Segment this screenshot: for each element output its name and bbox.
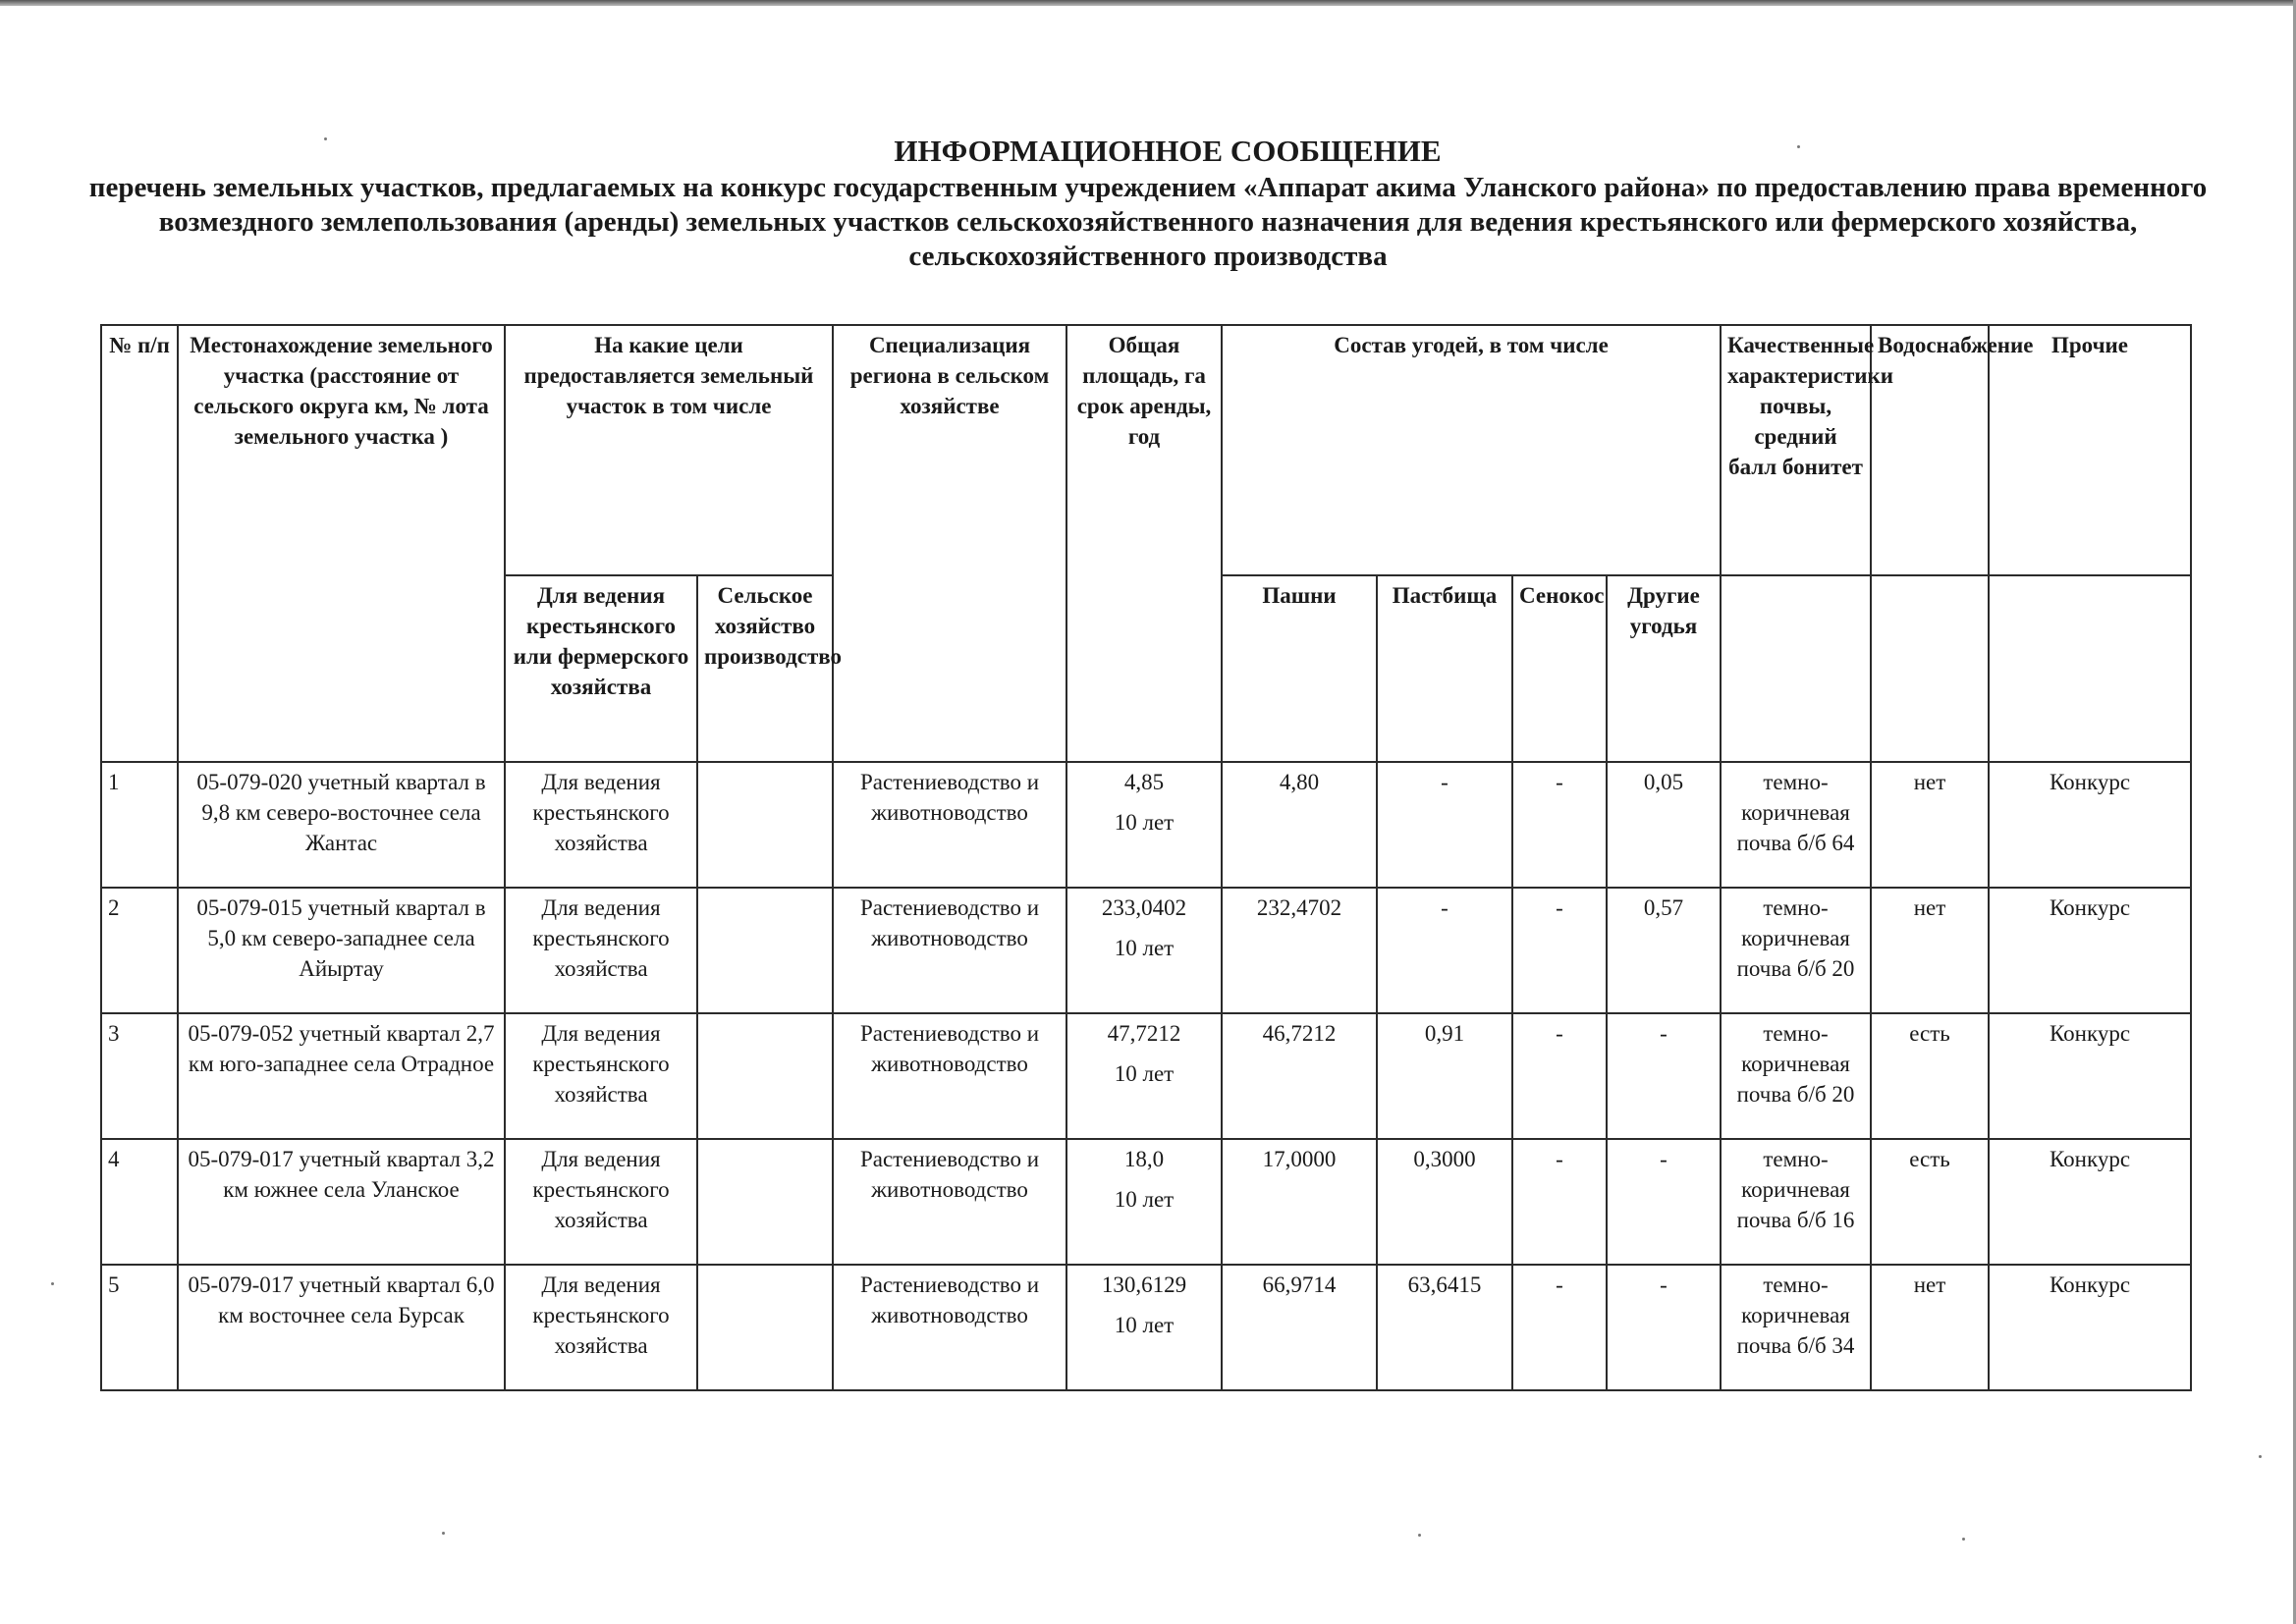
cell-location: 05-079-020 учетный квартал в 9,8 км северо-восточнее села Жантас [178, 762, 505, 888]
cell-hay: - [1512, 1013, 1607, 1139]
table-row [101, 762, 2191, 888]
cell-quality: темно-коричневая почва б/б 20 [1721, 888, 1871, 1013]
cell-hay: - [1512, 1265, 1607, 1390]
header-arable: Пашни [1222, 575, 1377, 762]
cell-purpose-agri [697, 1265, 833, 1390]
scan-speck [51, 1282, 54, 1285]
cell-other: - [1607, 1265, 1721, 1390]
scan-speck [1418, 1534, 1421, 1537]
area-value: 18,0 [1123, 1147, 1165, 1171]
header-specialization: Специализация региона в сельском хозяйстве [833, 325, 1066, 762]
header-area: Общая площадь, га срок аренды, год [1066, 325, 1222, 762]
table-row [101, 1139, 2191, 1265]
cell-num: 2 [101, 888, 178, 1013]
cell-purpose-agri [697, 1139, 833, 1265]
cell-purpose-farm: Для ведения крестьянского хозяйства [505, 888, 697, 1013]
cell-area [1066, 1265, 1222, 1390]
cell-arable: 17,0000 [1222, 1139, 1377, 1265]
cell-quality: темно-коричневая почва б/б 20 [1721, 1013, 1871, 1139]
cell-other: 0,05 [1607, 762, 1721, 888]
cell-misc: Конкурс [1989, 1139, 2191, 1265]
cell-area [1066, 888, 1222, 1013]
cell-arable: 232,4702 [1222, 888, 1377, 1013]
cell-pasture: - [1377, 762, 1512, 888]
cell-purpose-agri [697, 762, 833, 888]
table-row [101, 1013, 2191, 1139]
header-water: Водоснабжение [1871, 325, 1989, 575]
table-header-row [101, 325, 2191, 575]
cell-num: 3 [101, 1013, 178, 1139]
cell-specialization: Растениеводство и животноводство [833, 762, 1066, 888]
cell-area [1066, 1013, 1222, 1139]
cell-purpose-farm: Для ведения крестьянского хозяйства [505, 1013, 697, 1139]
cell-water: есть [1871, 1013, 1989, 1139]
scan-speck [1962, 1538, 1965, 1541]
term-value: 10 лет [1114, 1313, 1175, 1337]
document-subtitle: перечень земельных участков, предлагаемых на конкурс государственным учреждением «Аппарат акима Уланского района» по предоставлению права временного возмездного землепользования (аренды) земельных участков сельскохозяйственного назначения для ведения крестьянского или фермерского хозяйства, сельскохозяйственного производства [88, 172, 2208, 272]
cell-quality: темно-коричневая почва б/б 64 [1721, 762, 1871, 888]
cell-pasture: 0,91 [1377, 1013, 1512, 1139]
cell-pasture: - [1377, 888, 1512, 1013]
cell-quality: темно-коричневая почва б/б 16 [1721, 1139, 1871, 1265]
header-misc: Прочие [1989, 325, 2191, 575]
cell-hay: - [1512, 1139, 1607, 1265]
scan-top-edge [0, 0, 2296, 6]
cell-misc: Конкурс [1989, 888, 2191, 1013]
cell-purpose-farm: Для ведения крестьянского хозяйства [505, 1265, 697, 1390]
cell-arable: 66,9714 [1222, 1265, 1377, 1390]
land-plots-table [100, 324, 2192, 1391]
cell-misc: Конкурс [1989, 1013, 2191, 1139]
cell-hay: - [1512, 888, 1607, 1013]
table-row [101, 888, 2191, 1013]
cell-num: 4 [101, 1139, 178, 1265]
cell-other: - [1607, 1013, 1721, 1139]
scan-speck [1797, 145, 1800, 148]
area-value: 47,7212 [1107, 1021, 1181, 1046]
header-purpose: На какие цели предоставляется земельный участок в том числе [505, 325, 833, 575]
scan-speck [2259, 1455, 2262, 1458]
cell-arable: 46,7212 [1222, 1013, 1377, 1139]
cell-num: 1 [101, 762, 178, 888]
header-purpose-farm: Для ведения крестьянского или фермерского хозяйства [505, 575, 697, 762]
area-value: 130,6129 [1101, 1272, 1187, 1297]
term-value: 10 лет [1114, 936, 1175, 960]
cell-num: 5 [101, 1265, 178, 1390]
header-misc-empty [1989, 575, 2191, 762]
cell-location: 05-079-017 учетный квартал 3,2 км южнее села Уланское [178, 1139, 505, 1265]
cell-specialization: Растениеводство и животноводство [833, 888, 1066, 1013]
header-num: № п/п [101, 325, 178, 762]
area-value: 233,0402 [1101, 895, 1187, 920]
header-other: Другие угодья [1607, 575, 1721, 762]
header-hay: Сенокос [1512, 575, 1607, 762]
term-value: 10 лет [1114, 1187, 1175, 1212]
cell-location: 05-079-017 учетный квартал 6,0 км восточнее села Бурсак [178, 1265, 505, 1390]
cell-pasture: 0,3000 [1377, 1139, 1512, 1265]
scan-speck [324, 137, 327, 140]
cell-location: 05-079-052 учетный квартал 2,7 км юго-западнее села Отрадное [178, 1013, 505, 1139]
document-title: ИНФОРМАЦИОННОЕ СООБЩЕНИЕ [894, 134, 1442, 168]
term-value: 10 лет [1114, 810, 1175, 835]
header-location: Местонахождение земельного участка (расстояние от сельского округа км, № лота земельного участка ) [178, 325, 505, 762]
cell-pasture: 63,6415 [1377, 1265, 1512, 1390]
term-value: 10 лет [1114, 1061, 1175, 1086]
cell-water: нет [1871, 1265, 1989, 1390]
cell-other: 0,57 [1607, 888, 1721, 1013]
cell-hay: - [1512, 762, 1607, 888]
header-pasture: Пастбища [1377, 575, 1512, 762]
cell-area [1066, 762, 1222, 888]
cell-arable: 4,80 [1222, 762, 1377, 888]
cell-location: 05-079-015 учетный квартал в 5,0 км северо-западнее села Айыртау [178, 888, 505, 1013]
document-header [0, 134, 2296, 274]
cell-misc: Конкурс [1989, 1265, 2191, 1390]
cell-area [1066, 1139, 1222, 1265]
header-quality-empty [1721, 575, 1871, 762]
area-value: 4,85 [1123, 770, 1165, 794]
table-row [101, 1265, 2191, 1390]
cell-purpose-agri [697, 1013, 833, 1139]
cell-water: нет [1871, 762, 1989, 888]
header-purpose-agri: Сельское хозяйство производство [697, 575, 833, 762]
header-water-empty [1871, 575, 1989, 762]
cell-purpose-agri [697, 888, 833, 1013]
cell-purpose-farm: Для ведения крестьянского хозяйства [505, 1139, 697, 1265]
cell-purpose-farm: Для ведения крестьянского хозяйства [505, 762, 697, 888]
header-land: Состав угодей, в том числе [1222, 325, 1721, 575]
cell-water: нет [1871, 888, 1989, 1013]
scan-speck [442, 1532, 445, 1535]
header-quality: Качественные характеристики почвы, средний балл бонитет [1721, 325, 1871, 575]
cell-specialization: Растениеводство и животноводство [833, 1265, 1066, 1390]
cell-misc: Конкурс [1989, 762, 2191, 888]
cell-other: - [1607, 1139, 1721, 1265]
cell-specialization: Растениеводство и животноводство [833, 1013, 1066, 1139]
cell-quality: темно-коричневая почва б/б 34 [1721, 1265, 1871, 1390]
cell-water: есть [1871, 1139, 1989, 1265]
cell-specialization: Растениеводство и животноводство [833, 1139, 1066, 1265]
